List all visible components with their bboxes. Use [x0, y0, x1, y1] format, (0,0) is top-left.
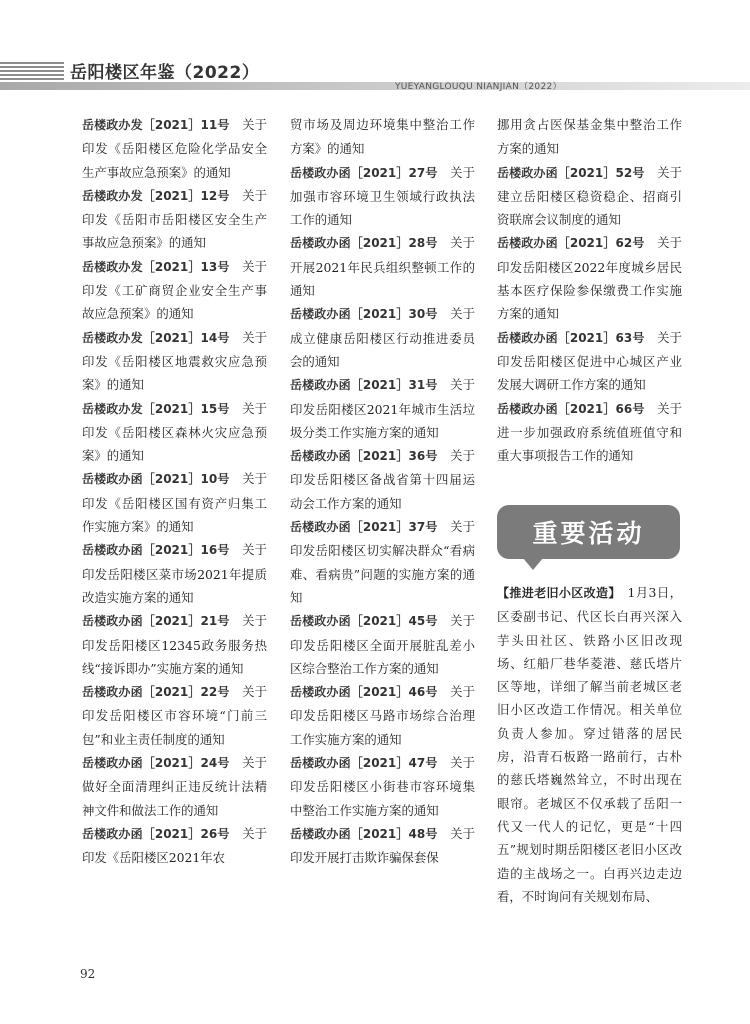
column-right — [497, 113, 682, 467]
list-item: 岳楼政办发［2021］14号 关于印发《岳阳楼区地震救灾应急预案》的通知 — [82, 329, 267, 393]
list-item: 岳楼政办发［2021］11号 关于印发《岳阳楼区危险化学品安全生产事故应急预案》的通知 — [82, 117, 267, 180]
list-item: 岳楼政办发［2021］15号 关于印发《岳阳楼区森林火灾应急预案》的通知 — [82, 400, 267, 464]
list-item: 岳楼政办函［2021］16号 关于印发岳阳楼区菜市场2021年提质改造实施方案的通知 — [82, 542, 267, 605]
list-item: 岳楼政办函［2021］37号 关于印发岳阳楼区切实解决群众“看病难、看病贵”问题的实施方案的通知 — [290, 519, 475, 605]
list-item: 岳楼政办函［2021］36号 关于印发岳阳楼区备战省第十四届运动会工作方案的通知 — [290, 448, 475, 511]
column-middle — [290, 113, 475, 870]
list-item: 岳楼政办函［2021］52号 关于建立岳阳楼区稳资稳企、招商引资联席会议制度的通知 — [497, 164, 682, 228]
list-item: 岳楼政办函［2021］45号 关于印发岳阳楼区全面开展脏乱差小区综合整治工作方案的通知 — [290, 613, 475, 676]
section-title: 重要活动 — [532, 519, 645, 548]
list-item: 岳楼政办函［2021］66号 关于进一步加强政府系统值班值守和重大事项报告工作的通知 — [497, 400, 682, 464]
list-item: 岳楼政办函［2021］24号 关于做好全面清理纠正违反统计法精神文件和做法工作的通知 — [82, 755, 267, 818]
header-rule — [0, 82, 750, 90]
list-item: 岳楼政办函［2021］21号 关于印发岳阳楼区12345政务服务热线“接诉即办”实施方案的通知 — [82, 613, 267, 676]
list-item: 岳楼政办函［2021］48号 关于印发开展打击欺诈骗保套保 — [290, 825, 475, 866]
list-item: 岳楼政办发［2021］12号 关于印发《岳阳市岳阳楼区安全生产事故应急预案》的通知 — [82, 187, 267, 251]
list-item: 挪用贪占医保基金集中整治工作方案的通知 — [497, 117, 682, 157]
paragraph-heading: 【推进老旧小区改造】 — [497, 586, 615, 600]
list-item: 岳楼政办函［2021］46号 关于印发岳阳楼区马路市场综合治理工作实施方案的通知 — [290, 684, 475, 747]
list-item: 岳楼政办函［2021］31号 关于印发岳阳楼区2021年城市生活垃圾分类工作实施方案的通知 — [290, 377, 475, 440]
list-item: 岳楼政办函［2021］47号 关于印发岳阳楼区小街巷市容环境集中整治工作实施方案的通知 — [290, 755, 475, 818]
article-paragraph — [497, 581, 682, 908]
section-heading-badge — [497, 505, 680, 559]
page-number: 92 — [80, 967, 96, 981]
list-item: 岳楼政办函［2021］28号 关于开展2021年民兵组织整顿工作的通知 — [290, 235, 475, 299]
list-item: 贸市场及周边环境集中整治工作方案》的通知 — [290, 117, 475, 157]
running-title: 岳阳楼区年鉴（2022） — [70, 63, 260, 83]
list-item: 岳楼政办函［2021］30号 关于成立健康岳阳楼区行动推进委员会的通知 — [290, 306, 475, 369]
list-item: 岳楼政办函［2021］27号 关于加强市容环境卫生领域行政执法工作的通知 — [290, 164, 475, 228]
list-item: 岳楼政办函［2021］26号 关于印发《岳阳楼区2021年农 — [82, 825, 267, 866]
list-item: 岳楼政办函［2021］62号 关于印发岳阳楼区2022年度城乡居民基本医疗保险参保缴费工作实施方案的通知 — [497, 235, 682, 322]
list-item: 岳楼政办函［2021］10号 关于印发《岳阳楼区国有资产归集工作实施方案》的通知 — [82, 471, 267, 535]
running-subtitle: YUEYANGLOUQU NIANJIAN（2022） — [395, 82, 562, 92]
list-item: 岳楼政办函［2021］63号 关于印发岳阳楼区促进中心城区产业发展大调研工作方案的通知 — [497, 329, 682, 393]
list-item: 岳楼政办发［2021］13号 关于印发《工矿商贸企业安全生产事故应急预案》的通知 — [82, 258, 267, 322]
list-item: 岳楼政办函［2021］22号 关于印发岳阳楼区市容环境“门前三包”和业主责任制度的通知 — [82, 684, 267, 747]
column-left — [82, 113, 267, 870]
paragraph-body: 1月3日，区委副书记、代区长白再兴深入芋头田社区、铁路小区旧改现场、红船厂巷华菱港、慈氏塔片区等地，详细了解当前老城区老旧小区改造工作情况。相关单位负责人参加。穿过错落的居民房，沿青石板路一路前行，古朴的慈氏塔巍然耸立，不时出现在眼帘。老城区不仅承载了岳阳一代又一代人的记忆，更是“十四五”规划时期岳阳楼区老旧小区改造的主战场之一。白再兴边走边看，不时询问有关规划布局、 — [497, 585, 682, 904]
